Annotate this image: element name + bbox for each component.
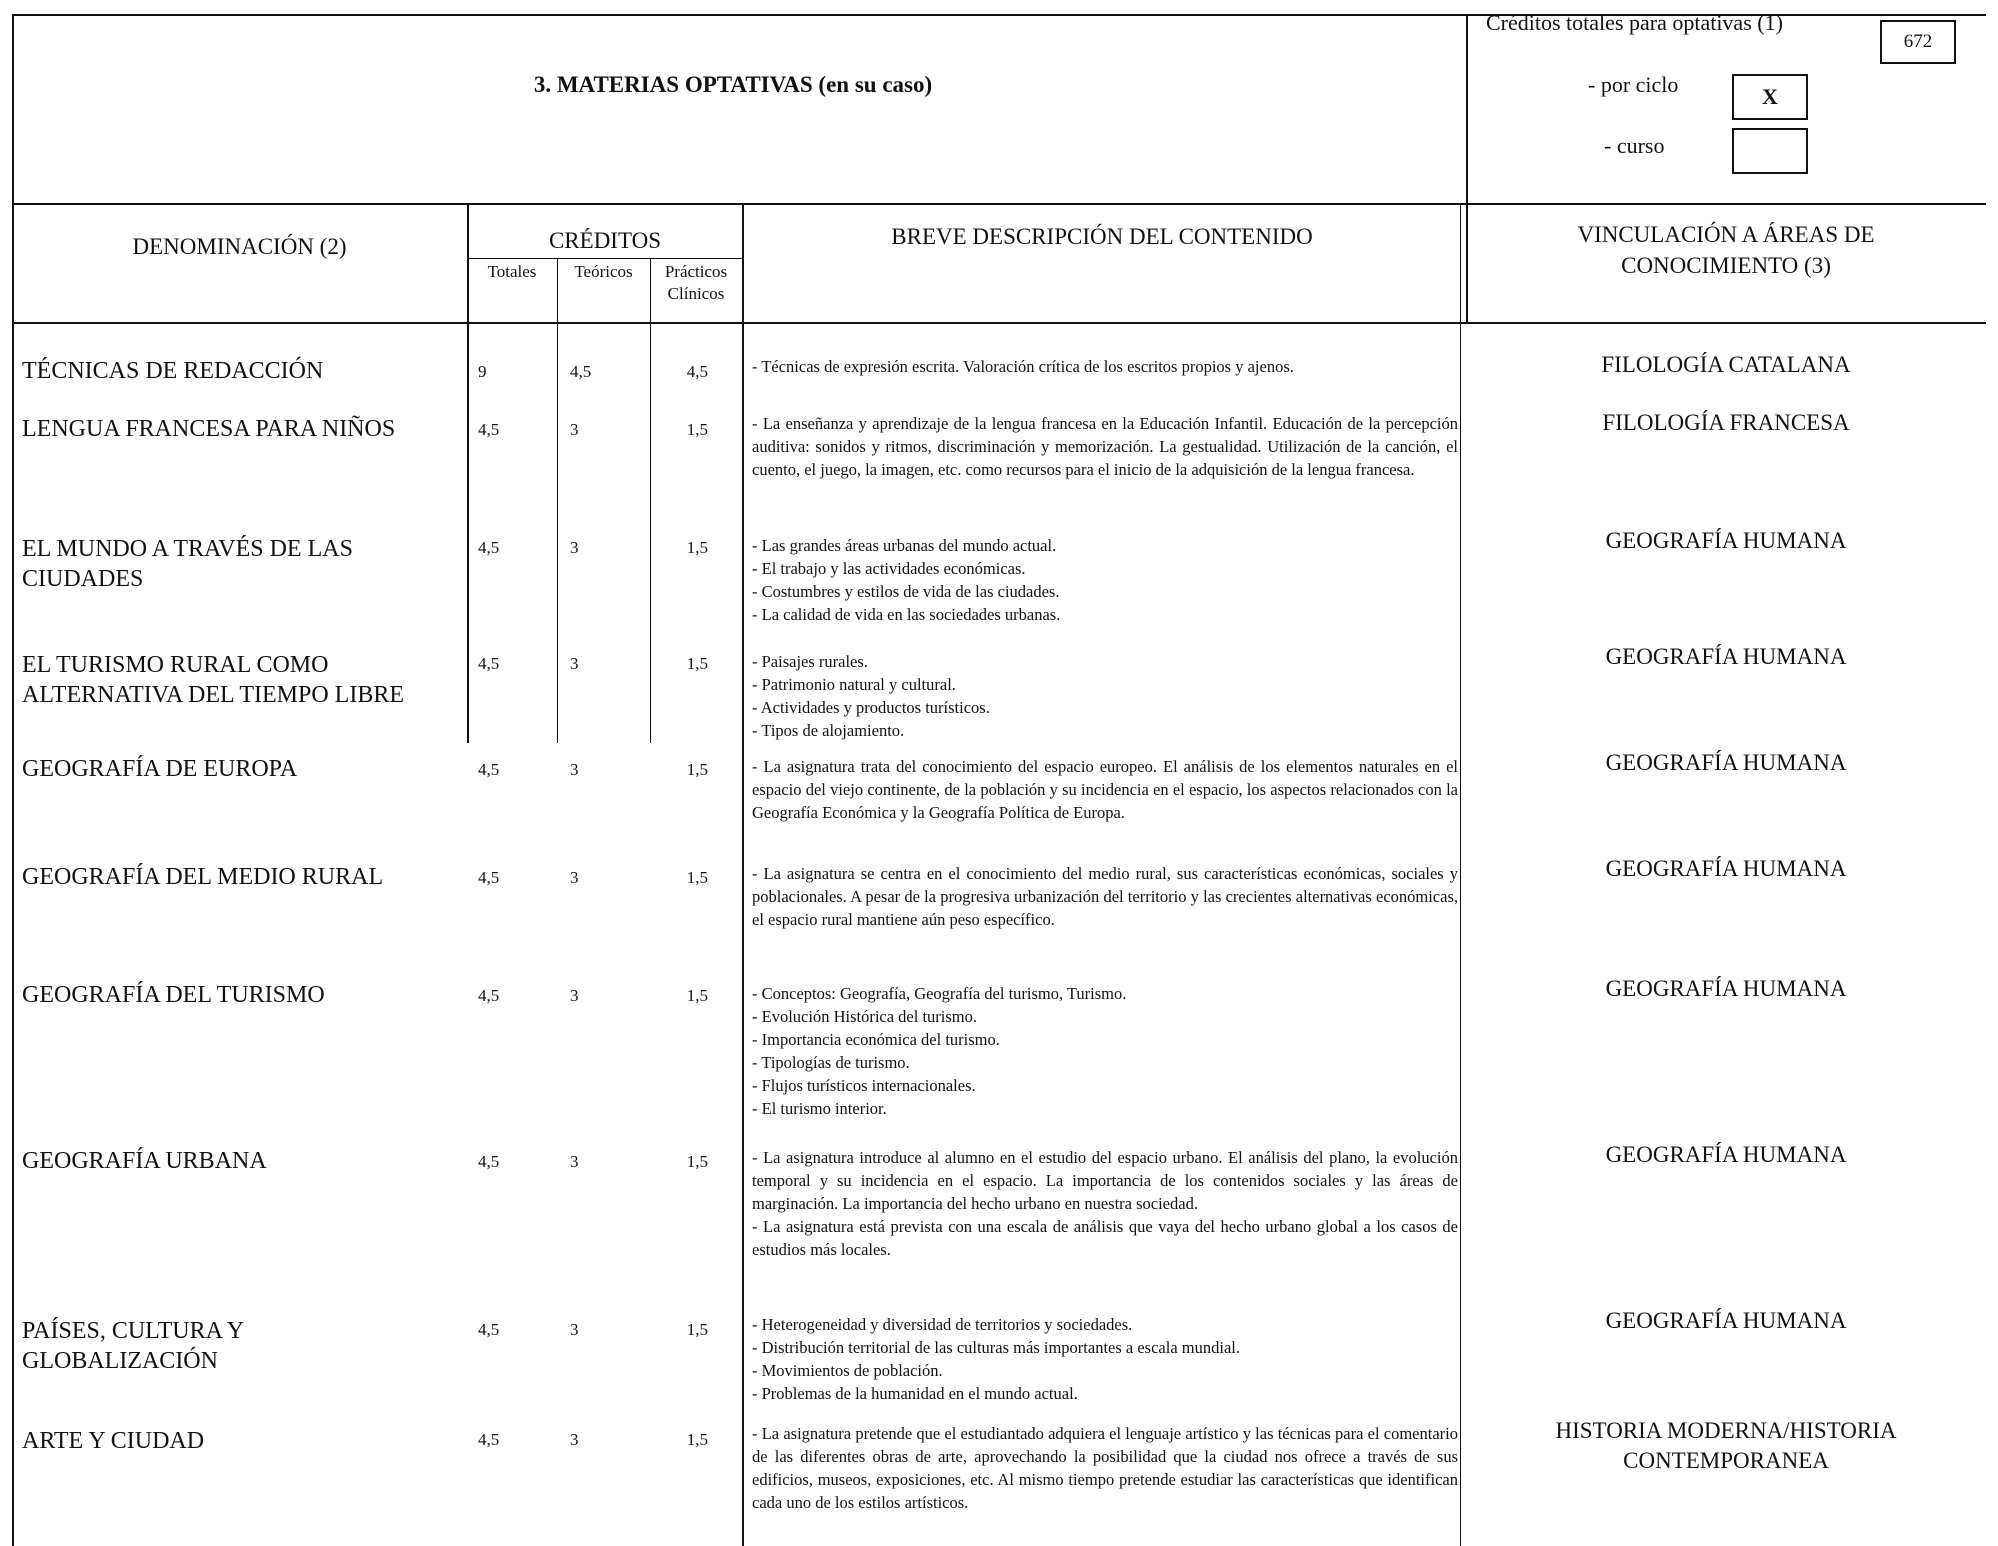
section-title: 3. MATERIAS OPTATIVAS (en su caso) bbox=[533, 72, 933, 97]
knowledge-area: GEOGRAFÍA HUMANA bbox=[1605, 644, 1847, 669]
subject-name bbox=[22, 650, 404, 710]
credits-total-box bbox=[1880, 20, 1956, 64]
credits-totales: 4,5 bbox=[478, 1430, 500, 1449]
subject-description bbox=[752, 982, 1458, 1120]
subject-name bbox=[22, 1426, 204, 1456]
subject-description bbox=[752, 534, 1458, 626]
subject-name-line: LENGUA FRANCESA PARA NIÑOS bbox=[22, 416, 396, 442]
description-line: - Patrimonio natural y cultural. bbox=[752, 675, 956, 694]
credits-total-value: 672 bbox=[1903, 31, 1933, 52]
column-header-description: BREVE DESCRIPCIÓN DEL CONTENIDO bbox=[891, 224, 1313, 249]
credits-teoricos: 3 bbox=[570, 760, 579, 779]
credits-teoricos: 3 bbox=[570, 1430, 579, 1449]
subject-name-line: GEOGRAFÍA DEL MEDIO RURAL bbox=[22, 864, 384, 890]
knowledge-area: GEOGRAFÍA HUMANA bbox=[1605, 528, 1847, 553]
credits-practicos: 1,5 bbox=[686, 1320, 708, 1339]
subject-description bbox=[752, 1422, 1458, 1514]
credits-practicos: 4,5 bbox=[686, 362, 708, 381]
credits-totales: 4,5 bbox=[478, 986, 500, 1005]
column-header-area-line1: VINCULACIÓN A ÁREAS DE bbox=[1577, 222, 1875, 247]
subject-name-line: ARTE Y CIUDAD bbox=[22, 1428, 205, 1454]
credits-teoricos: 4,5 bbox=[570, 362, 592, 381]
column-header-clinicos: Clínicos bbox=[667, 284, 725, 303]
subject-description bbox=[752, 1313, 1458, 1405]
credits-practicos: 1,5 bbox=[686, 868, 708, 887]
credits-totales: 9 bbox=[478, 362, 487, 381]
description-right-rule bbox=[1460, 203, 1461, 1546]
credits-left-rule bbox=[467, 203, 469, 743]
column-header-name: DENOMINACIÓN (2) bbox=[132, 234, 347, 259]
description-line: - La asignatura se centra en el conocimiento del medio rural, sus características económicas, sociales y poblacionales. A pesar de la progresiva urbanización del territorio y las crecientes alternativas económicas, el espacio rural mantiene aún peso específico. bbox=[752, 864, 1458, 929]
subject-name-line: TÉCNICAS DE REDACCIÓN bbox=[22, 358, 324, 384]
credits-teoricos: 3 bbox=[570, 654, 579, 673]
credits-teoricos: 3 bbox=[570, 1152, 579, 1171]
per-cycle-label: - por ciclo bbox=[1588, 72, 1679, 97]
description-line: - Evolución Histórica del turismo. bbox=[752, 1007, 977, 1026]
credits-practicos: 1,5 bbox=[686, 420, 708, 439]
description-line: - La calidad de vida en las sociedades urbanas. bbox=[752, 605, 1061, 624]
subject-name bbox=[22, 862, 383, 892]
knowledge-area: FILOLOGÍA CATALANA bbox=[1601, 352, 1851, 377]
subject-name bbox=[22, 534, 353, 594]
description-line: - La enseñanza y aprendizaje de la lengua francesa en la Educación Infantil. Educación de la percepción auditiva: sonidos y ritmos, discriminación y memorización. La gestualidad. Utilización de la canción, el cuento, el juego, la imagen, etc. como recursos para el inicio de la adquisición de la lengua francesa. bbox=[752, 414, 1458, 479]
description-line: - Heterogeneidad y diversidad de territorios y sociedades. bbox=[752, 1315, 1133, 1334]
credits-totales: 4,5 bbox=[478, 538, 500, 557]
credits-teoricos: 3 bbox=[570, 986, 579, 1005]
credits-total-label: Créditos totales para optativas (1) bbox=[1486, 10, 1783, 35]
header-bottom-rule bbox=[12, 203, 1986, 205]
credits-sub-rule bbox=[467, 258, 743, 259]
credits-practicos: 1,5 bbox=[686, 1430, 708, 1449]
subject-name bbox=[22, 356, 323, 386]
description-line: - Costumbres y estilos de vida de las ciudades. bbox=[752, 582, 1060, 601]
subject-name-line: GEOGRAFÍA DEL TURISMO bbox=[22, 982, 325, 1008]
knowledge-area: GEOGRAFÍA HUMANA bbox=[1605, 1308, 1847, 1333]
credits-teoricos: 3 bbox=[570, 1320, 579, 1339]
subject-name bbox=[22, 980, 325, 1010]
column-header-bottom-rule bbox=[12, 322, 1986, 324]
subject-description bbox=[752, 862, 1458, 931]
knowledge-area: GEOGRAFÍA HUMANA bbox=[1605, 750, 1847, 775]
credits-teoricos: 3 bbox=[570, 420, 579, 439]
knowledge-area: FILOLOGÍA FRANCESA bbox=[1602, 410, 1850, 435]
credits-practicos: 1,5 bbox=[686, 986, 708, 1005]
knowledge-area: GEOGRAFÍA HUMANA bbox=[1605, 856, 1847, 881]
column-header-totales: Totales bbox=[487, 262, 537, 281]
subject-name-line: PAÍSES, CULTURA Y bbox=[22, 1318, 245, 1344]
column-header-teoricos: Teóricos bbox=[574, 262, 633, 281]
credits-totales: 4,5 bbox=[478, 420, 500, 439]
credits-teoricos: 3 bbox=[570, 868, 579, 887]
subject-name-line: ALTERNATIVA DEL TIEMPO LIBRE bbox=[22, 682, 405, 708]
subject-description bbox=[752, 1146, 1458, 1261]
description-line: - Flujos turísticos internacionales. bbox=[752, 1076, 976, 1095]
subject-name-line: GEOGRAFÍA URBANA bbox=[22, 1148, 267, 1174]
totales-right-rule bbox=[557, 259, 558, 743]
description-line: - Tipologías de turismo. bbox=[752, 1053, 910, 1072]
description-line: - La asignatura pretende que el estudiantado adquiera el lenguaje artístico y las técnicas para el comentario de las diferentes obras de arte, aprovechando la posibilidad que la ciudad nos ofrece a través de sus edificios, museos, exposiciones, etc. Al mismo tiempo pretende estudiar las características que identifican cada uno de los estilos artísticos. bbox=[752, 1424, 1458, 1512]
description-line: - Importancia económica del turismo. bbox=[752, 1030, 1000, 1049]
description-line: - Conceptos: Geografía, Geografía del turismo, Turismo. bbox=[752, 984, 1127, 1003]
course-label: - curso bbox=[1604, 133, 1665, 158]
credits-practicos: 1,5 bbox=[686, 654, 708, 673]
subject-name-line: CIUDADES bbox=[22, 566, 144, 592]
description-line: - Actividades y productos turísticos. bbox=[752, 698, 990, 717]
description-line: - Problemas de la humanidad en el mundo actual. bbox=[752, 1384, 1078, 1403]
subject-name-line: EL MUNDO A TRAVÉS DE LAS bbox=[22, 536, 353, 562]
credits-totales: 4,5 bbox=[478, 760, 500, 779]
subject-name bbox=[22, 1146, 267, 1176]
credits-practicos: 1,5 bbox=[686, 760, 708, 779]
description-line: - El trabajo y las actividades económicas. bbox=[752, 559, 1026, 578]
knowledge-area: GEOGRAFÍA HUMANA bbox=[1605, 1142, 1847, 1167]
description-line: - Movimientos de población. bbox=[752, 1361, 943, 1380]
description-line: - La asignatura trata del conocimiento del espacio europeo. El análisis de los elementos naturales en el espacio del viejo continente, de la población y su incidencia en el espacio, los aspectos relacionados con la Geografía Económica y la Geografía Política de Europa. bbox=[752, 757, 1458, 822]
description-line: - El turismo interior. bbox=[752, 1099, 887, 1118]
column-header-practicos: Prácticos bbox=[664, 262, 728, 281]
per-cycle-mark: X bbox=[1762, 84, 1778, 109]
per-cycle-checkbox bbox=[1732, 74, 1808, 120]
credits-totales: 4,5 bbox=[478, 868, 500, 887]
description-line: - Técnicas de expresión escrita. Valoración crítica de los escritos propios y ajenos. bbox=[752, 357, 1294, 376]
subject-description bbox=[752, 755, 1458, 824]
subject-name-line: GLOBALIZACIÓN bbox=[22, 1348, 218, 1374]
subject-name-line: GEOGRAFÍA DE EUROPA bbox=[22, 756, 298, 782]
subject-name bbox=[22, 1316, 244, 1376]
subject-name bbox=[22, 414, 395, 444]
description-line: - La asignatura introduce al alumno en el estudio del espacio urbano. El análisis del plano, la evolución temporal y su incidencia en el espacio. La importancia de los contenidos sociales y las áreas de marginación. La importancia del hecho urbano en nuestra sociedad. bbox=[752, 1148, 1458, 1213]
subject-description bbox=[752, 650, 1458, 742]
column-header-area-line2: CONOCIMIENTO (3) bbox=[1621, 253, 1831, 278]
knowledge-area: HISTORIA MODERNA/HISTORIA CONTEMPORANEA bbox=[1555, 1418, 1897, 1473]
subject-name bbox=[22, 754, 297, 784]
credits-totales: 4,5 bbox=[478, 654, 500, 673]
description-line: - Tipos de alojamiento. bbox=[752, 721, 905, 740]
credits-totales: 4,5 bbox=[478, 1320, 500, 1339]
course-checkbox bbox=[1732, 128, 1808, 174]
credits-practicos: 1,5 bbox=[686, 1152, 708, 1171]
subject-name-line: EL TURISMO RURAL COMO bbox=[22, 652, 329, 678]
description-left-rule bbox=[742, 203, 744, 1546]
header-divider bbox=[1466, 14, 1468, 204]
description-line: - La asignatura está prevista con una escala de análisis que vaya del hecho urbano global a los casos de estudios más locales. bbox=[752, 1217, 1458, 1259]
knowledge-area: GEOGRAFÍA HUMANA bbox=[1605, 976, 1847, 1001]
subject-description bbox=[752, 355, 1458, 378]
credits-practicos: 1,5 bbox=[686, 538, 708, 557]
description-line: - Paisajes rurales. bbox=[752, 652, 868, 671]
credits-totales: 4,5 bbox=[478, 1152, 500, 1171]
subject-description bbox=[752, 412, 1458, 481]
description-line: - Distribución territorial de las culturas más importantes a escala mundial. bbox=[752, 1338, 1240, 1357]
column-header-credits: CRÉDITOS bbox=[548, 228, 662, 253]
credits-teoricos: 3 bbox=[570, 538, 579, 557]
description-line: - Las grandes áreas urbanas del mundo actual. bbox=[752, 536, 1057, 555]
